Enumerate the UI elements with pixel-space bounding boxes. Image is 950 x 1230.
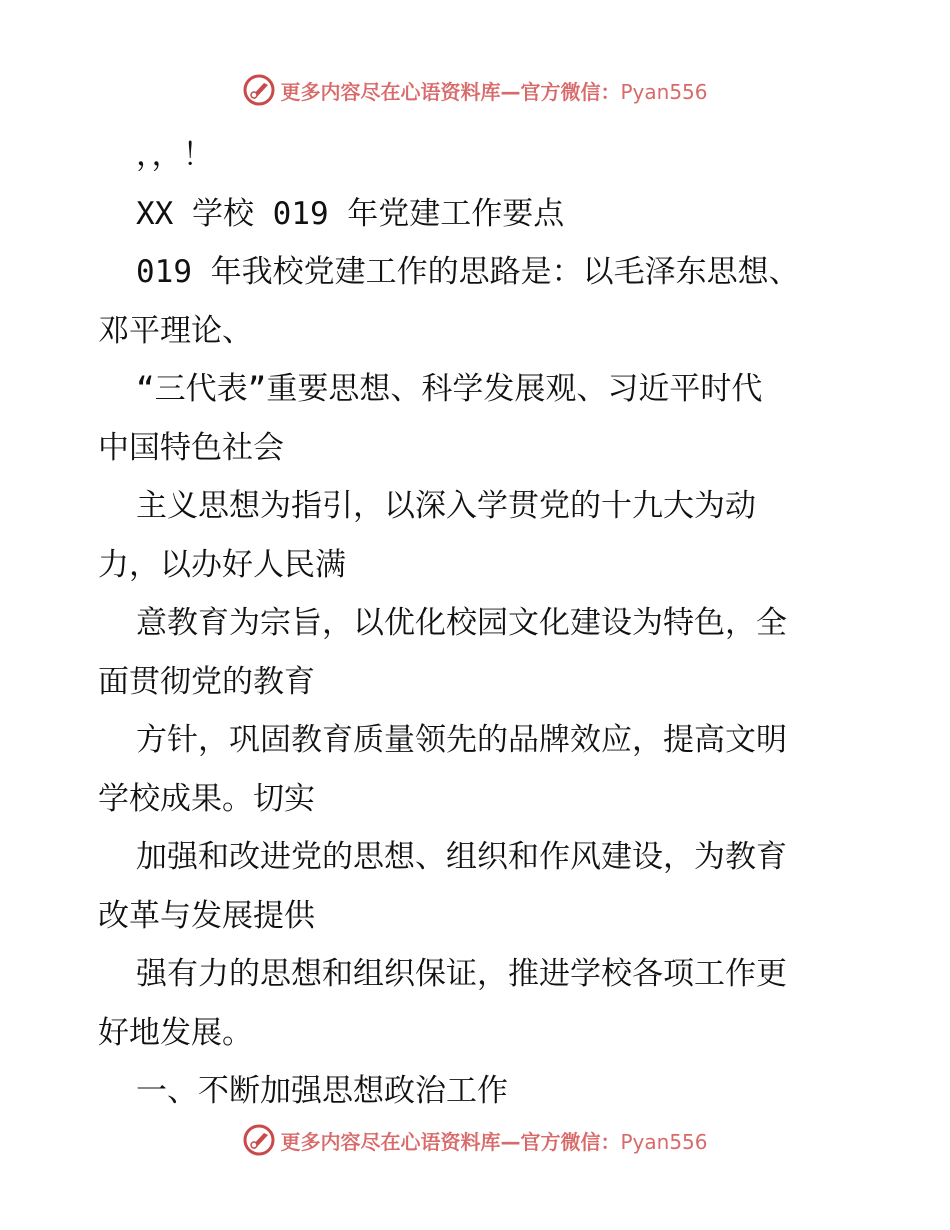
text-line: 面贯彻党的教育 bbox=[98, 663, 315, 700]
text-line: 强有力的思想和组织保证，推进学校各项工作更 bbox=[136, 956, 787, 992]
text-line: “三代表”重要思想、科学发展观、习近平时代 bbox=[136, 371, 763, 407]
text-line: 方针，巩固教育质量领先的品牌效应，提高文明 bbox=[136, 722, 787, 758]
text-line: 意教育为宗旨，以优化校园文化建设为特色，全 bbox=[136, 605, 787, 641]
section-heading: 一、不断加强思想政治工作 bbox=[136, 1073, 508, 1109]
watermark-text: 更多内容尽在心语资料库—官方微信：Pyan556 bbox=[280, 79, 708, 104]
pen-seal-logo-icon bbox=[242, 73, 276, 107]
text-line: 好地发展。 bbox=[98, 1014, 253, 1051]
document-body bbox=[98, 126, 858, 1121]
text-line: ，，！ bbox=[136, 137, 214, 173]
pen-seal-logo-icon bbox=[242, 1123, 276, 1157]
text-line: 力，以办好人民满 bbox=[98, 546, 346, 583]
text-line: 主义思想为指引，以深入学贯党的十九大为动 bbox=[136, 488, 756, 524]
text-line: 学校成果。切实 bbox=[98, 780, 315, 817]
document-title: XX 学校 019 年党建工作要点 bbox=[136, 195, 565, 232]
text-line: 加强和改进党的思想、组织和作风建设，为教育 bbox=[136, 839, 787, 875]
text-line: 019 年我校党建工作的思路是：以毛泽东思想、 bbox=[136, 254, 800, 290]
text-line: 改革与发展提供 bbox=[98, 897, 315, 934]
text-line: 邓平理论、 bbox=[98, 312, 253, 349]
watermark-text: 更多内容尽在心语资料库—官方微信：Pyan556 bbox=[280, 1129, 708, 1154]
watermark-banner-bottom bbox=[0, 1120, 950, 1160]
text-line: 中国特色社会 bbox=[98, 429, 284, 466]
watermark-banner-top bbox=[0, 70, 950, 110]
